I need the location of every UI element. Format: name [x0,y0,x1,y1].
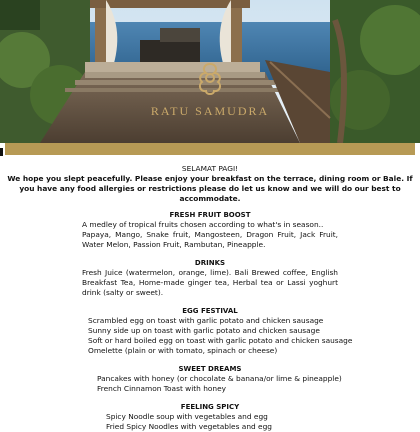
sweet-items [0,374,420,394]
breakfast-menu [0,164,420,432]
brand-logo [0,60,420,119]
section-title-spicy: FEELING SPICY [180,403,240,411]
list-item: Fried Spicy Noodles with vegetables and egg [106,422,272,431]
divider-edge [0,148,3,156]
list-item: Spicy Noodle soup with vegetables and egg [106,412,268,421]
section-title-sweet: SWEET DREAMS [178,365,242,373]
logo-emblem-icon [192,60,228,96]
section-title-eggs: EGG FESTIVAL [182,307,238,315]
list-item: Omelette (plain or with tomato, spinach or cheese) [88,346,278,355]
spicy-items [0,412,420,432]
list-item: Pancakes with honey (or chocolate & banana/or lime & pineapple) [97,374,342,383]
list-item: French Cinnamon Toast with honey [97,384,227,393]
section-title-drinks: DRINKS [194,259,226,267]
list-item: Soft or hard boiled egg on toast with garlic potato and chicken sausage [88,336,353,345]
list-item: Sunny side up on toast with garlic potato and chicken sausage [88,326,320,335]
fruit-desc: A medley of tropical fruits chosen according to what's in season.. [82,220,324,229]
section-title-fruit: FRESH FRUIT BOOST [169,211,251,219]
intro-text: We hope you slept peacefully. Please enjoy your breakfast on the terrace, dining room or Bale. If you have any food allergies or restrictions please do let us know and we will do our best to accommodate. [7,174,413,203]
list-item: Scrambled egg on toast with garlic potato and chicken sausage [88,316,324,325]
greeting: SELAMAT PAGI! [181,164,239,173]
fruit-list: Papaya, Mango, Snake fruit, Mangosteen, Dragon Fruit, Jack Fruit, Water Melon, Passion Fruit, Rambutan, Pineapple. [82,230,338,249]
drinks-desc: Fresh Juice (watermelon, orange, lime). Bali Brewed coffee, English Breakfast Tea, Home-made ginger tea, Herbal tea or Lassi yoghurt drink (salty or sweet). [82,268,338,297]
gold-divider-band [5,143,415,155]
egg-items [0,316,420,356]
brand-name: RATU SAMUDRA [150,104,270,118]
